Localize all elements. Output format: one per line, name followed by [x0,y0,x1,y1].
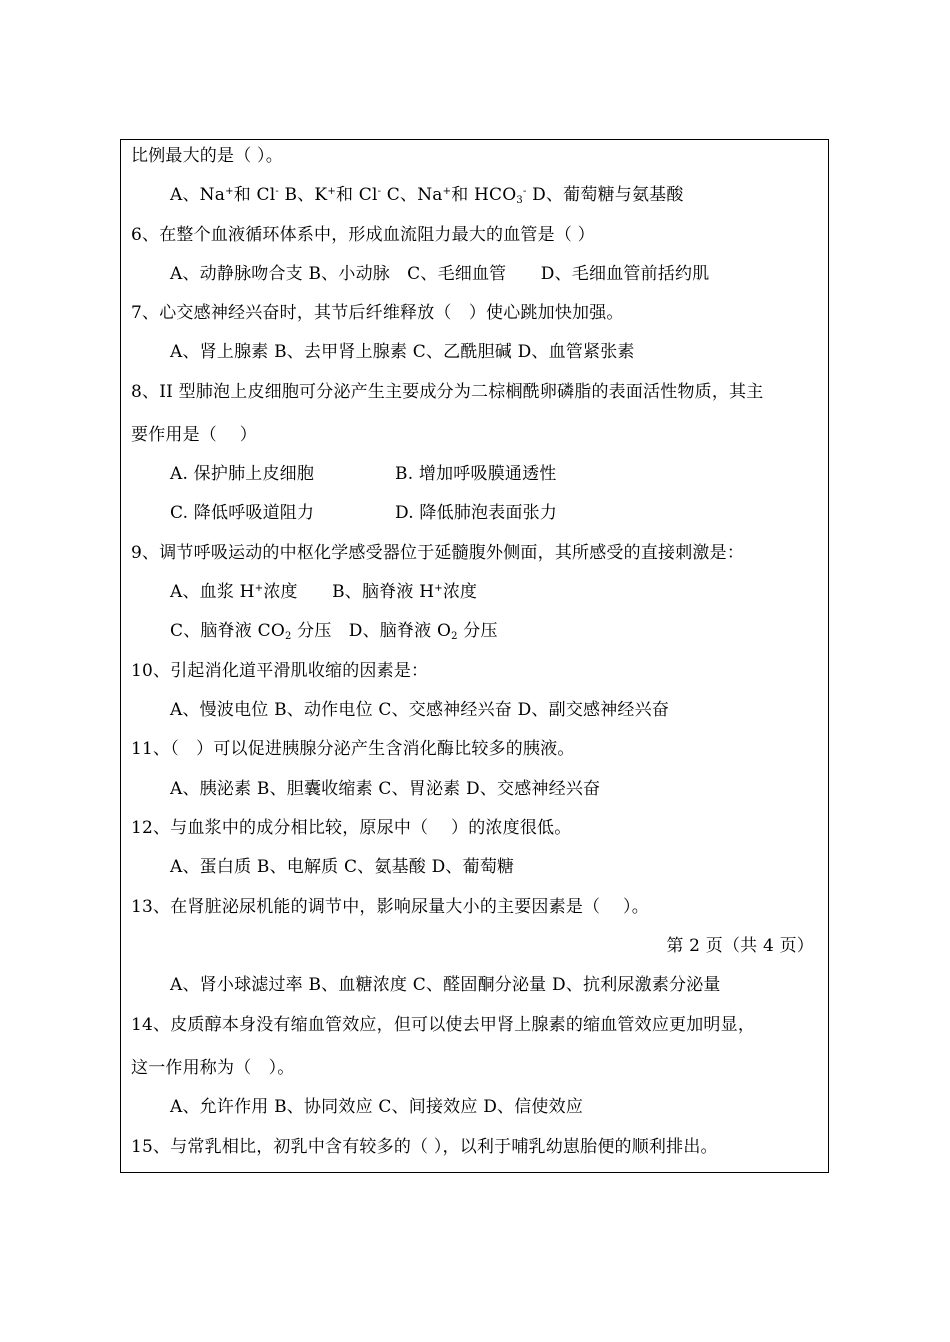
question-12: 12、与血浆中的成分相比较，原尿中（ ）的浓度很低。 [131,818,572,838]
question-6: 6、在整个血液循环体系中，形成血流阻力最大的血管是（ ） [131,225,595,245]
question-10: 10、引起消化道平滑肌收缩的因素是： [131,661,429,681]
q8-option-b: B. 增加呼吸膜通透性 [395,464,557,484]
question-15: 15、与常乳相比，初乳中含有较多的（ ），以利于哺乳幼崽胎便的顺利排出。 [131,1137,718,1157]
q11-options: A、胰泌素 B、胆囊收缩素 C、胃泌素 D、交感神经兴奋 [170,779,601,799]
q13-options: A、肾小球滤过率 B、血糖浓度 C、醛固酮分泌量 D、抗利尿激素分泌量 [170,975,721,995]
q9-options-cd: C、脑脊液 $CO_2$ 分压 D、脑脊液 $O_2$ 分压 [170,621,498,642]
q8-option-a: A. 保护肺上皮细胞 [170,464,315,484]
q6-options: A、动静脉吻合支 B、小动脉 C、毛细血管 D、毛细血管前括约肌 [170,264,710,284]
question-9: 9、调节呼吸运动的中枢化学感受器位于延髓腹外侧面，其所感受的直接刺激是： [131,543,745,563]
q8-option-d: D. 降低肺泡表面张力 [395,503,558,523]
question-14-line2: 这一作用称为（ ）。 [131,1058,295,1078]
q12-options: A、蛋白质 B、电解质 C、氨基酸 D、葡萄糖 [170,857,515,877]
question-14-line1: 14、皮质醇本身没有缩血管效应，但可以使去甲肾上腺素的缩血管效应更加明显， [131,1015,756,1035]
q7-options: A、肾上腺素 B、去甲肾上腺素 C、乙酰胆碱 D、血管紧张素 [170,342,635,362]
question-8-line2: 要作用是（ ） [131,425,258,445]
page-number: 第 2 页（共 4 页） [666,936,814,956]
q5-options: A、Na+和 Cl- B、K+和 Cl- C、Na+和 $HCO_3^-$ D、葡萄糖与氨基酸 [170,185,684,206]
question-7: 7、心交感神经兴奋时，其节后纤维释放（ ）使心跳加快加强。 [131,303,624,323]
question-13: 13、在肾脏泌尿机能的调节中，影响尿量大小的主要因素是（ ）。 [131,897,649,917]
q14-options: A、允许作用 B、协同效应 C、间接效应 D、信使效应 [170,1097,584,1117]
question-11: 11、（ ）可以促进胰腺分泌产生含消化酶比较多的胰液。 [131,739,575,759]
q10-options: A、慢波电位 B、动作电位 C、交感神经兴奋 D、副交感神经兴奋 [170,700,670,720]
q9-options-ab: A、血浆 H+浓度 B、脑脊液 H+浓度 [170,582,478,602]
q5-continuation: 比例最大的是（ ）。 [131,146,283,166]
q8-option-c: C. 降低呼吸道阻力 [170,503,315,523]
question-8-line1: 8、II 型肺泡上皮细胞可分泌产生主要成分为二棕榈酰卵磷脂的表面活性物质，其主 [131,382,764,402]
